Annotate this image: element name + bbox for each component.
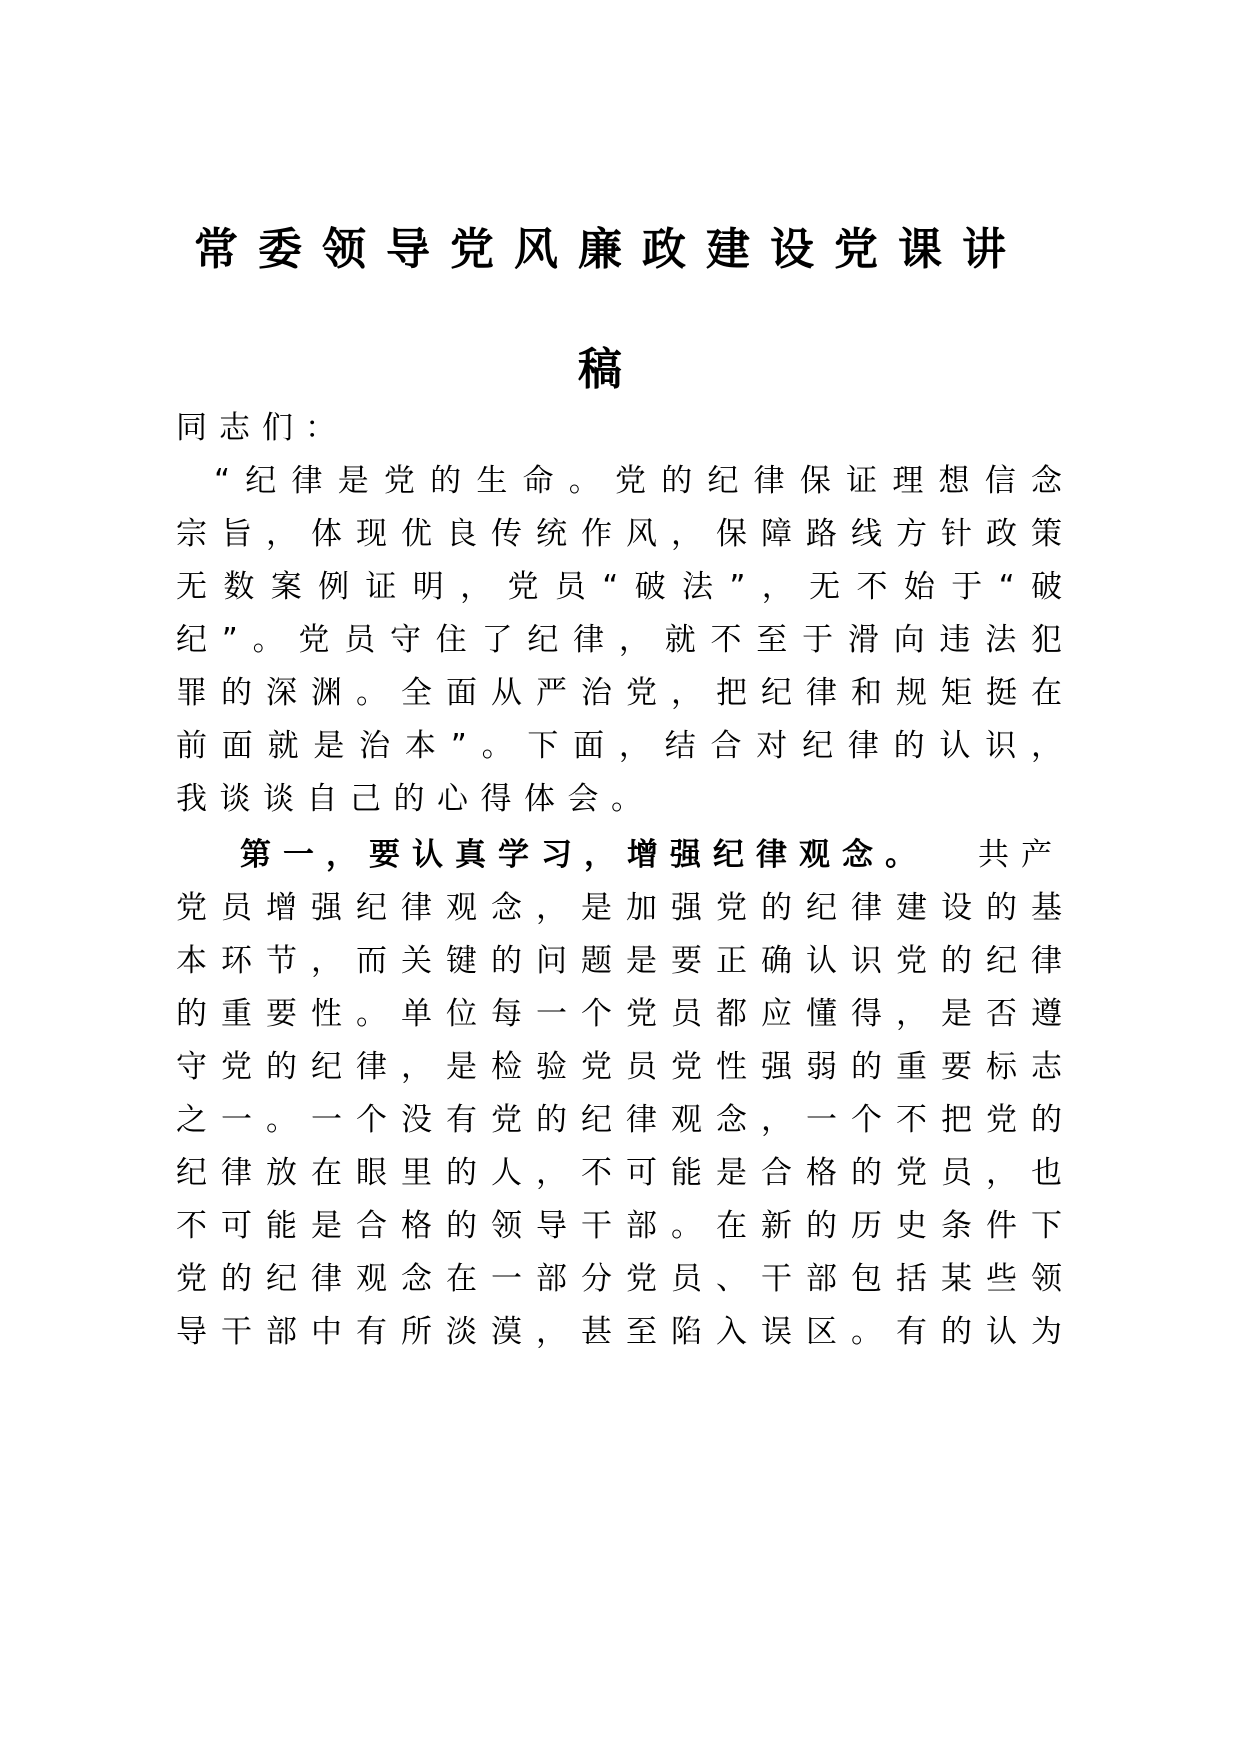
paragraph-line: 党员增强纪律观念，是加强党的纪律建设的基 <box>176 890 1064 926</box>
paragraph-line: 纪律放在眼里的人，不可能是合格的党员，也 <box>176 1155 1064 1191</box>
paragraph-line: 之一。一个没有党的纪律观念，一个不把党的 <box>176 1102 1064 1138</box>
paragraph-line: 纪”。党员守住了纪律，就不至于滑向违法犯 <box>176 622 1064 658</box>
paragraph-line: 守党的纪律，是检验党员党性强弱的重要标志 <box>176 1049 1064 1085</box>
paragraph-line: 导干部中有所淡漠，甚至陷入误区。有的认为 <box>176 1314 1064 1350</box>
paragraph-line: 本环节，而关键的问题是要正确认识党的纪律 <box>176 943 1064 979</box>
paragraph-line: 宗旨，体现优良传统作风，保障路线方针政策 <box>176 516 1064 552</box>
paragraph-line: “纪律是党的生命。党的纪律保证理想信念 <box>214 463 1064 499</box>
document-title-line-2: 稿 <box>578 344 642 395</box>
paragraph-line: 我谈谈自己的心得体会。 <box>176 781 655 817</box>
paragraph-line: 前面就是治本”。下面，结合对纪律的认识， <box>176 728 1064 764</box>
paragraph-line: 不可能是合格的领导干部。在新的历史条件下 <box>176 1208 1064 1244</box>
paragraph-line: 的重要性。单位每一个党员都应懂得，是否遵 <box>176 996 1064 1032</box>
section-heading: 第一，要认真学习，增强纪律观念。 <box>240 837 928 873</box>
paragraph-line: 罪的深渊。全面从严治党，把纪律和规矩挺在 <box>176 675 1064 711</box>
paragraph-line: 党的纪律观念在一部分党员、干部包括某些领 <box>176 1261 1064 1297</box>
paragraph-line: 无数案例证明，党员“破法”，无不始于“破 <box>176 569 1064 605</box>
paragraph-line-continuation: 共产 <box>978 837 1064 873</box>
document-title-line-1: 常委领导党风廉政建设党课讲 <box>194 224 1026 275</box>
paragraph-first-line <box>240 837 1064 873</box>
salutation: 同志们： <box>176 410 348 446</box>
